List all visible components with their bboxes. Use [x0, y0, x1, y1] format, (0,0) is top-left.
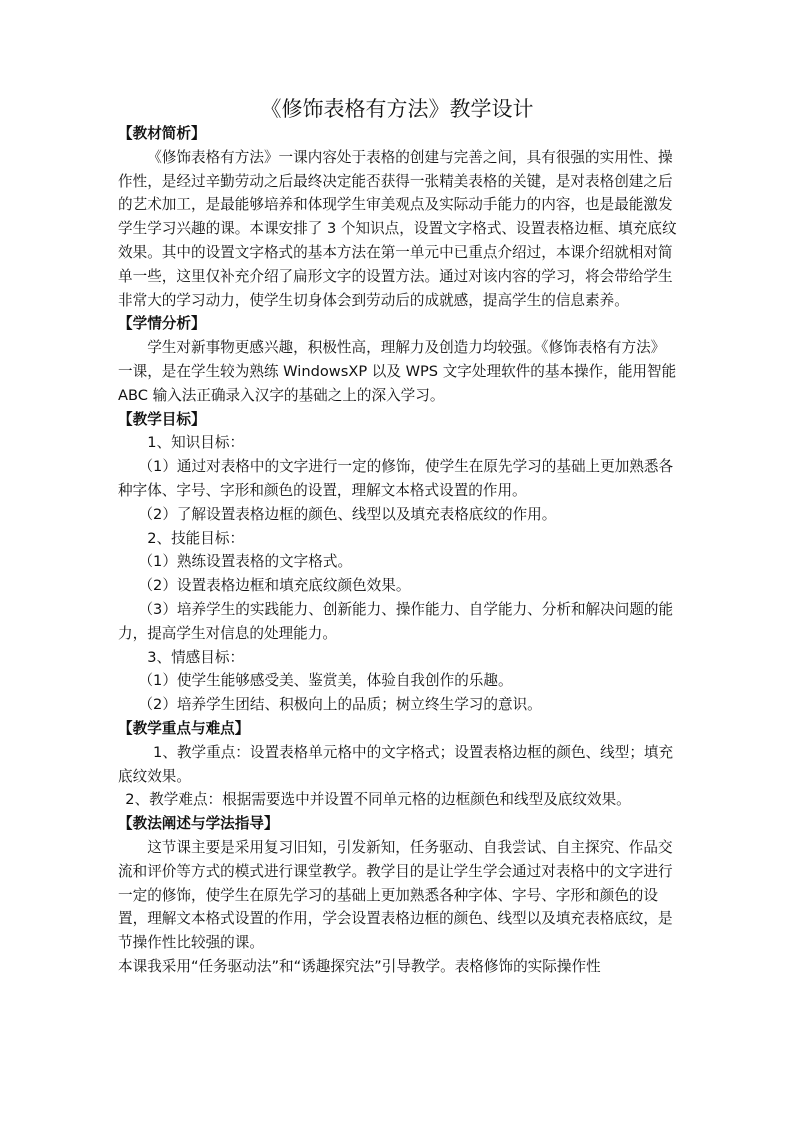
document-body: [118, 122, 678, 979]
goal-emotion-item-2: （2）培养学生团结、积极向上的品质；树立终生学习的意识。: [138, 696, 542, 714]
paragraph-students: 学生对新事物更感兴趣，积极性高，理解力及创造力均较强。《修饰表格有方法》一课，是在学生较为熟练 WindowsXP 以及 WPS 文字处理软件的基本操作，能用智能 ABC 输入法正确录入汉字的基础之上的深入学习。: [118, 339, 677, 404]
paragraph-methods-2: 本课我采用“任务驱动法”和“诱趣探究法”引导教学。表格修饰的实际操作性: [118, 957, 601, 975]
goal-knowledge-title: 1、知识目标：: [147, 434, 245, 452]
paragraph-textbook: 《修饰表格有方法》一课内容处于表格的创建与完善之间，具有很强的实用性、操作性，是经过辛勤劳动之后最终决定能否获得一张精美表格的关键，是对表格创建之后的艺术加工，是最能够培养和体现学生审美观点及实际动手能力的内容，也是最能激发学生学习兴趣的课。本课安排了 3 个知识点，设置文字格式、设置表格边框、填充底纹效果。其中的设置文字格式的基本方法在第一单元中已重点介绍过，本课介绍就相对简单一些，这里仅补充介绍了扁形文字的设置方法。通过对该内容的学习，将会带给学生非常大的学习动力，使学生切身体会到劳动后的成就感，提高学生的信息素养。: [118, 148, 677, 309]
section-heading-goals: 【教学目标】: [118, 410, 206, 428]
goal-skill-title: 2、技能目标：: [147, 529, 245, 547]
section-heading-textbook: 【教材简析】: [118, 125, 206, 142]
goal-knowledge-item-2: （2）了解设置表格边框的颜色、线型以及填充表格底纹的作用。: [138, 505, 557, 523]
goal-emotion-item-1: （1）使学生能够感受美、鉴赏美，体验自我创作的乐趣。: [138, 672, 513, 690]
section-heading-methods: 【教法阐述与学法指导】: [118, 815, 279, 833]
goal-emotion-title: 3、情感目标：: [147, 648, 245, 666]
paragraph-difficult-point: 2、教学难点：根据需要选中并设置不同单元格的边框颜色和线型及底纹效果。: [125, 791, 631, 809]
goal-skill-item-3: （3）培养学生的实践能力、创新能力、操作能力、自学能力、分析和解决问题的能力，提高学生对信息的处理能力。: [118, 600, 674, 642]
goal-skill-item-2: （2）设置表格边框和填充底纹颜色效果。: [138, 577, 411, 595]
document-title: 《修饰表格有方法》教学设计: [260, 97, 534, 121]
section-heading-students: 【学情分析】: [118, 315, 206, 333]
paragraph-methods-1: 这节课主要是采用复习旧知，引发新知，任务驱动、自我尝试、自主探究、作品交流和评价等方式的模式进行课堂教学。教学目的是让学生学会通过对表格中的文字进行一定的修饰，使学生在原先学习的基础上更加熟悉各种字体、字号、字形和颜色的设置，理解文本格式设置的作用，学会设置表格边框的颜色、线型以及填充表格底纹，是节操作性比较强的课。: [118, 838, 673, 952]
goal-skill-item-1: （1）熟练设置表格的文字格式。: [138, 553, 353, 571]
paragraph-key-point: 1、教学重点：设置表格单元格中的文字格式；设置表格边框的颜色、线型；填充底纹效果。: [118, 743, 674, 785]
goal-knowledge-item-1: （1）通过对表格中的文字进行一定的修饰，使学生在原先学习的基础上更加熟悉各种字体、字号、字形和颜色的设置，理解文本格式设置的作用。: [118, 458, 674, 499]
section-heading-key-points: 【教学重点与难点】: [118, 719, 250, 737]
